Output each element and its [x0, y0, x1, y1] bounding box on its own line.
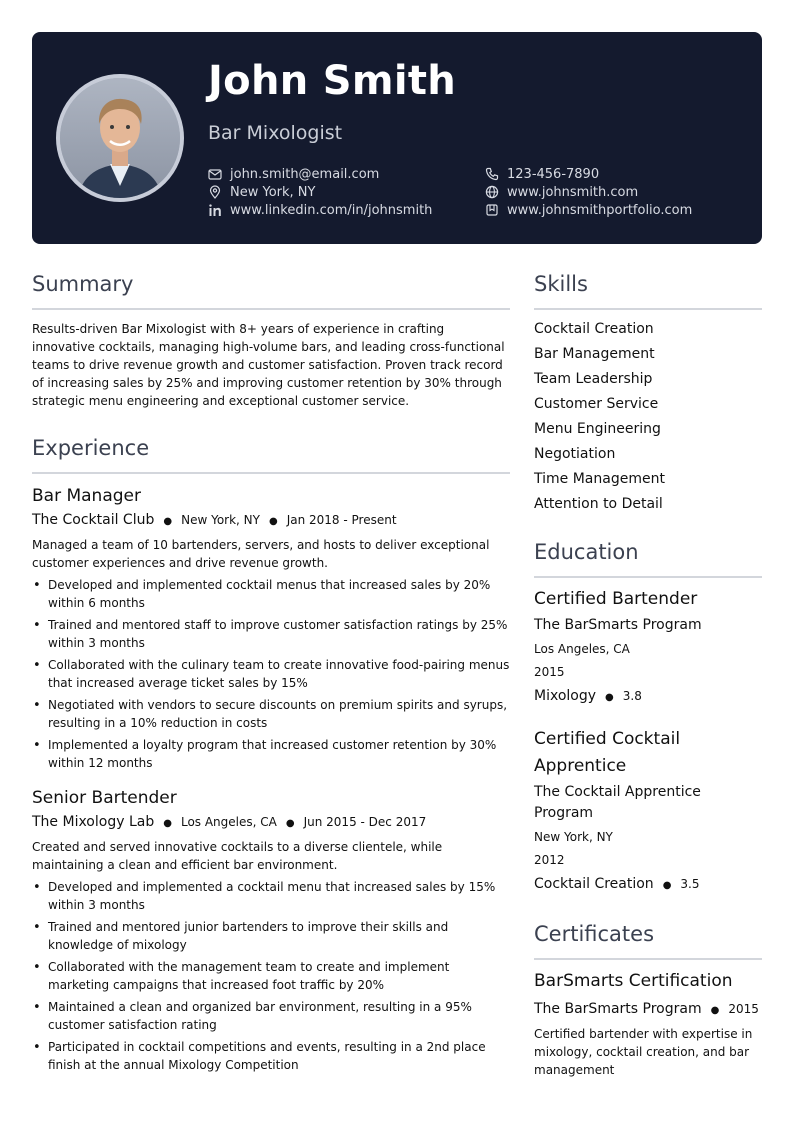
education-field-row — [534, 872, 762, 898]
linkedin-icon — [208, 203, 222, 217]
left-column — [32, 270, 510, 1078]
skills-heading: Skills — [534, 272, 588, 296]
summary-heading: Summary — [32, 272, 134, 296]
contact-location-text: New York, NY — [230, 184, 316, 200]
job-entry — [32, 786, 510, 1074]
achievement-item: • Participated in cocktail competitions and events, resulting in a 2nd place finish at the annual Mixology Competition — [32, 1038, 510, 1074]
job-meta — [32, 512, 510, 532]
skill-item: Cocktail Creation — [534, 321, 654, 337]
mail-icon — [208, 167, 222, 181]
summary-divider — [32, 308, 510, 310]
skill-item: Team Leadership — [534, 371, 653, 387]
education-year: 2012 — [534, 853, 565, 867]
education-field: Mixology — [534, 688, 597, 704]
contact-phone[interactable] — [485, 165, 599, 183]
phone-icon — [485, 167, 499, 181]
summary-text: Results-driven Bar Mixologist with 8+ years of experience in crafting innovative cocktails, managing high-volume bars, and leading cross-functional teams to drive revenue growth and customer satisfaction. Proven track record of increasing sales by 25% and improving customer retention by 30% through strategic menu engineering and exceptional customer service. — [32, 322, 505, 408]
job-title: Senior Bartender — [32, 788, 177, 808]
job-meta — [32, 814, 510, 834]
achievement-item: • Collaborated with the culinary team to create innovative food-pairing menus that increased average ticket sales by 15% — [32, 656, 510, 692]
education-title: Certified Cocktail Apprentice — [534, 729, 681, 776]
job-company: The Cocktail Club — [32, 512, 155, 528]
contact-email-text: john.smith@email.com — [230, 166, 380, 182]
job-location: New York, NY — [181, 513, 260, 527]
education-field-row — [534, 684, 762, 710]
certificates-divider — [534, 958, 762, 960]
education-school: The BarSmarts Program — [534, 617, 702, 633]
right-column — [534, 270, 762, 1079]
education-heading: Education — [534, 540, 639, 564]
job-location: Los Angeles, CA — [180, 815, 277, 829]
map-pin-icon — [208, 185, 222, 199]
job-company: The Mixology Lab — [32, 814, 155, 830]
certificate-description: Certified bartender with expertise in mixology, cocktail creation, and bar management — [534, 1027, 753, 1077]
certificate-issuer: The BarSmarts Program — [534, 1001, 702, 1017]
experience-heading: Experience — [32, 436, 150, 460]
skills-divider — [534, 308, 762, 310]
contact-phone-text: 123-456-7890 — [507, 166, 600, 182]
education-title: Certified Bartender — [534, 589, 698, 609]
resume-header — [32, 32, 762, 244]
skills-list — [534, 318, 762, 518]
bookmark-icon — [485, 203, 499, 217]
job-description: Created and served innovative cocktails to a diverse clientele, while maintaining a clean and efficient bar environment. — [32, 840, 443, 872]
achievement-item: • Maintained a clean and organized bar environment, resulting in a 95% customer satisfaction rating — [32, 998, 510, 1034]
education-year: 2015 — [534, 665, 565, 679]
education-entry — [534, 726, 762, 898]
achievement-item: • Negotiated with vendors to secure discounts on premium spirits and syrups, resulting in a 10% reduction in costs — [32, 696, 510, 732]
skill-item: Time Management — [534, 471, 665, 487]
separator-dot: ● — [163, 516, 173, 527]
separator-dot: ● — [163, 818, 172, 829]
contact-portfolio-text: www.johnsmithportfolio.com — [507, 202, 693, 218]
education-field: Cocktail Creation — [534, 876, 654, 892]
job-dates: Jun 2015 - Dec 2017 — [303, 815, 427, 829]
separator-dot: ● — [662, 880, 672, 891]
job-entry — [32, 484, 510, 772]
job-achievements — [32, 878, 510, 1074]
contact-portfolio[interactable] — [485, 201, 692, 219]
education-location: Los Angeles, CA — [534, 642, 630, 656]
education-entry — [534, 586, 762, 710]
certificate-entry — [534, 968, 762, 1079]
certificate-title: BarSmarts Certification — [534, 971, 733, 991]
achievement-item: • Developed and implemented a cocktail menu that increased sales by 15% within 3 months — [32, 878, 510, 914]
education-gpa: 3.8 — [622, 689, 642, 703]
separator-dot: ● — [268, 516, 278, 527]
education-school: The Cocktail Apprentice Program — [534, 784, 701, 821]
education-divider — [534, 576, 762, 578]
skill-item: Bar Management — [534, 346, 655, 362]
education-location: New York, NY — [534, 830, 613, 844]
separator-dot: ● — [710, 1005, 720, 1016]
profile-photo — [56, 74, 184, 202]
job-achievements — [32, 576, 510, 772]
contact-location — [208, 183, 315, 201]
contact-website[interactable] — [485, 183, 638, 201]
certificate-issuer-row — [534, 997, 762, 1023]
contact-email[interactable] — [208, 165, 379, 183]
skill-item: Menu Engineering — [534, 421, 661, 437]
achievement-item: • Implemented a loyalty program that increased customer retention by 30% within 12 months — [32, 736, 510, 772]
job-dates: Jan 2018 - Present — [286, 513, 397, 527]
job-title: Bar Manager — [32, 486, 141, 506]
contact-website-text: www.johnsmith.com — [507, 184, 639, 200]
candidate-name: John Smith — [208, 58, 457, 104]
education-gpa: 3.5 — [680, 877, 700, 891]
achievement-item: • Trained and mentored staff to improve customer satisfaction ratings by 25% within 3 months — [32, 616, 510, 652]
skill-item: Customer Service — [534, 396, 659, 412]
job-description: Managed a team of 10 bartenders, servers, and hosts to deliver exceptional customer experiences and drive revenue growth. — [32, 538, 490, 570]
candidate-title: Bar Mixologist — [208, 122, 343, 144]
experience-divider — [32, 472, 510, 474]
achievement-item: • Developed and implemented cocktail menus that increased sales by 20% within 6 months — [32, 576, 510, 612]
certificate-year: 2015 — [728, 1002, 759, 1016]
contact-linkedin[interactable] — [208, 201, 432, 219]
contact-linkedin-text: www.linkedin.com/in/johnsmith — [230, 202, 433, 218]
skill-item: Attention to Detail — [534, 496, 663, 512]
globe-icon — [485, 185, 499, 199]
achievement-item: • Trained and mentored junior bartenders to improve their skills and knowledge of mixology — [32, 918, 510, 954]
separator-dot: ● — [605, 692, 614, 703]
skill-item: Negotiation — [534, 446, 616, 462]
separator-dot: ● — [285, 818, 295, 829]
certificates-heading: Certificates — [534, 922, 655, 946]
achievement-item: • Collaborated with the management team to create and implement marketing campaigns that increased foot traffic by 20% — [32, 958, 510, 994]
